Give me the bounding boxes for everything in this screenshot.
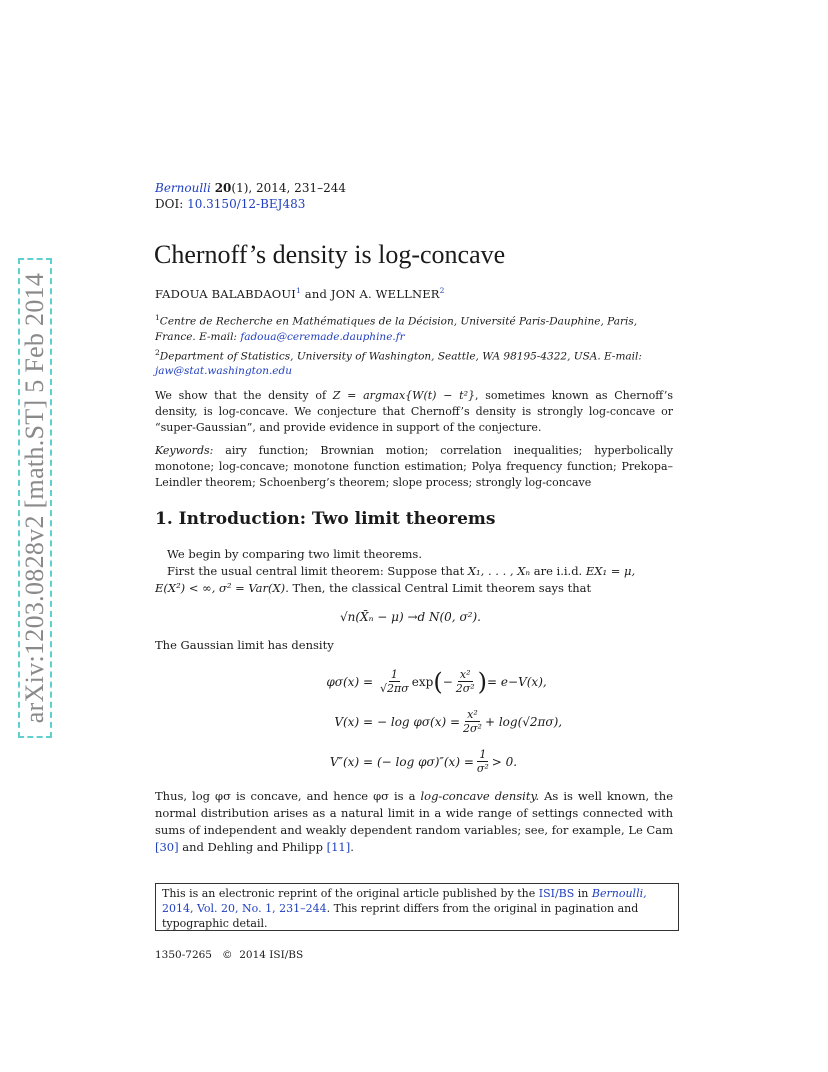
volume-link[interactable]: 2014, Vol. 20, No. 1, 231–244 xyxy=(162,902,327,915)
arxiv-stamp: arXiv:1203.0828v2 [math.ST] 5 Feb 2014 xyxy=(18,258,52,738)
keywords-label: Keywords: xyxy=(155,444,214,457)
section-heading: 1. Introduction: Two limit theorems xyxy=(155,509,496,529)
isi-bs-link[interactable]: ISI/BS xyxy=(538,887,575,900)
affiliation-1: Centre de Recherche en Mathématiques de la Décision, Université Paris-Dauphine, Paris, France. E-mail: xyxy=(155,315,638,343)
abstract: We show that the density of Z = argmax{W(t) − t²}, sometimes known as Chernoff’s density, is log-concave. We conjecture that Chernoff’s density is strongly log-concave or “super-Gaussian”, and provide evidence in support of the conjecture. xyxy=(155,389,674,434)
citation-30[interactable]: [30] xyxy=(155,840,179,854)
reprint-notice: This is an electronic reprint of the original article published by the ISI/BS in Bernoulli, 2014, Vol. 20, No. 1, 231–244. This reprint differs from the original in pagination and typographic detail. xyxy=(155,883,679,931)
paper-title: Chernoff’s density is log-concave xyxy=(154,240,506,269)
equation-v: V(x) = − log φσ(x) = $\frac{\text{x²}}{\text{2σ²}}$ + log(√2πσ), xyxy=(334,708,563,735)
journal-volume: 20 xyxy=(214,181,232,195)
doi-label: DOI: xyxy=(155,197,184,211)
email-link-1[interactable]: fadoua@ceremade.dauphine.fr xyxy=(240,330,405,343)
copyright-icon: © xyxy=(222,949,233,961)
doi-link[interactable]: 10.3150/12-BEJ483 xyxy=(187,197,306,211)
citation-11[interactable]: [11] xyxy=(326,840,351,854)
bernoulli-link[interactable]: Bernoulli, xyxy=(591,887,647,900)
authors: FADOUA BALABDAOUI$^1$ and JON A. WELLNER$^2$ xyxy=(155,286,445,301)
equation-phi: φσ(x) = $\frac{1}{√2\pi\sigma}$ exp ( − $\frac{\text{x²}}{\text{2σ²}}$ ) = e−V(x), xyxy=(326,668,547,696)
footer-issn: 1350-7265 © 2014 ISI/BS xyxy=(155,949,304,961)
author-2: JON A. WELLNER xyxy=(330,286,440,301)
journal-issue: (1), 2014, 231–244 xyxy=(231,181,346,195)
paragraph-1: We begin by comparing two limit theorems. xyxy=(167,547,422,561)
paragraph-4: Thus, log φσ is concave, and hence φσ is a log-concave density. As is well known, the normal distribution arises as a natural limit in a wide range of settings connected with sums of independent and weakly dependent random variables; see, for example, Le Cam [30] and Dehling and Philipp [11]. xyxy=(155,789,673,854)
journal-info xyxy=(155,180,346,212)
author-1-sup[interactable]: 1 xyxy=(295,286,301,295)
density-equations xyxy=(288,662,578,782)
affiliations: $^1$Centre de Recherche en Mathématiques de la Décision, Université Paris-Dauphine, Paris, France. E-mail: fadoua@ceremade.dauphine.fr $^2$Department of Statistics, University of Washington, Seattle, WA 98195-4322, USA. E-mail: jaw@stat.washington.edu xyxy=(155,313,642,377)
affiliation-2: Department of Statistics, University of Washington, Seattle, WA 98195-4322, USA. E-mail: xyxy=(159,350,642,362)
paragraph-3: The Gaussian limit has density xyxy=(155,638,334,652)
equation-v-second: V″(x) = (− log φσ)″(x) = $\frac{1}{\text{σ²}}$ > 0. xyxy=(329,748,518,775)
journal-link[interactable]: Bernoulli xyxy=(155,181,211,195)
keywords: Keywords: airy function; Brownian motion; correlation inequalities; hyperbolically monotone; log-concave; monotone function estimation; Polya frequency function; Prekopa–Leindler theorem; Schoenberg’s theorem; slope process; strongly log-concave xyxy=(155,444,673,489)
intro-text xyxy=(155,546,673,597)
author-2-sup[interactable]: 2 xyxy=(439,286,445,295)
abstract-formula: Z = argmax{W(t) − t²} xyxy=(332,389,475,402)
author-1: FADOUA BALABDAOUI xyxy=(155,286,296,301)
clt-equation: √n(X̄ₙ − μ) →d N(0, σ²). xyxy=(340,610,481,624)
email-link-2[interactable]: jaw@stat.washington.edu xyxy=(155,365,293,377)
paragraph-2: First the usual central limit theorem: Suppose that X₁, . . . , Xₙ are i.i.d. EX₁ = μ, E(X²) < ∞, σ² = Var(X). Then, the classical Central Limit theorem says that xyxy=(155,564,636,595)
